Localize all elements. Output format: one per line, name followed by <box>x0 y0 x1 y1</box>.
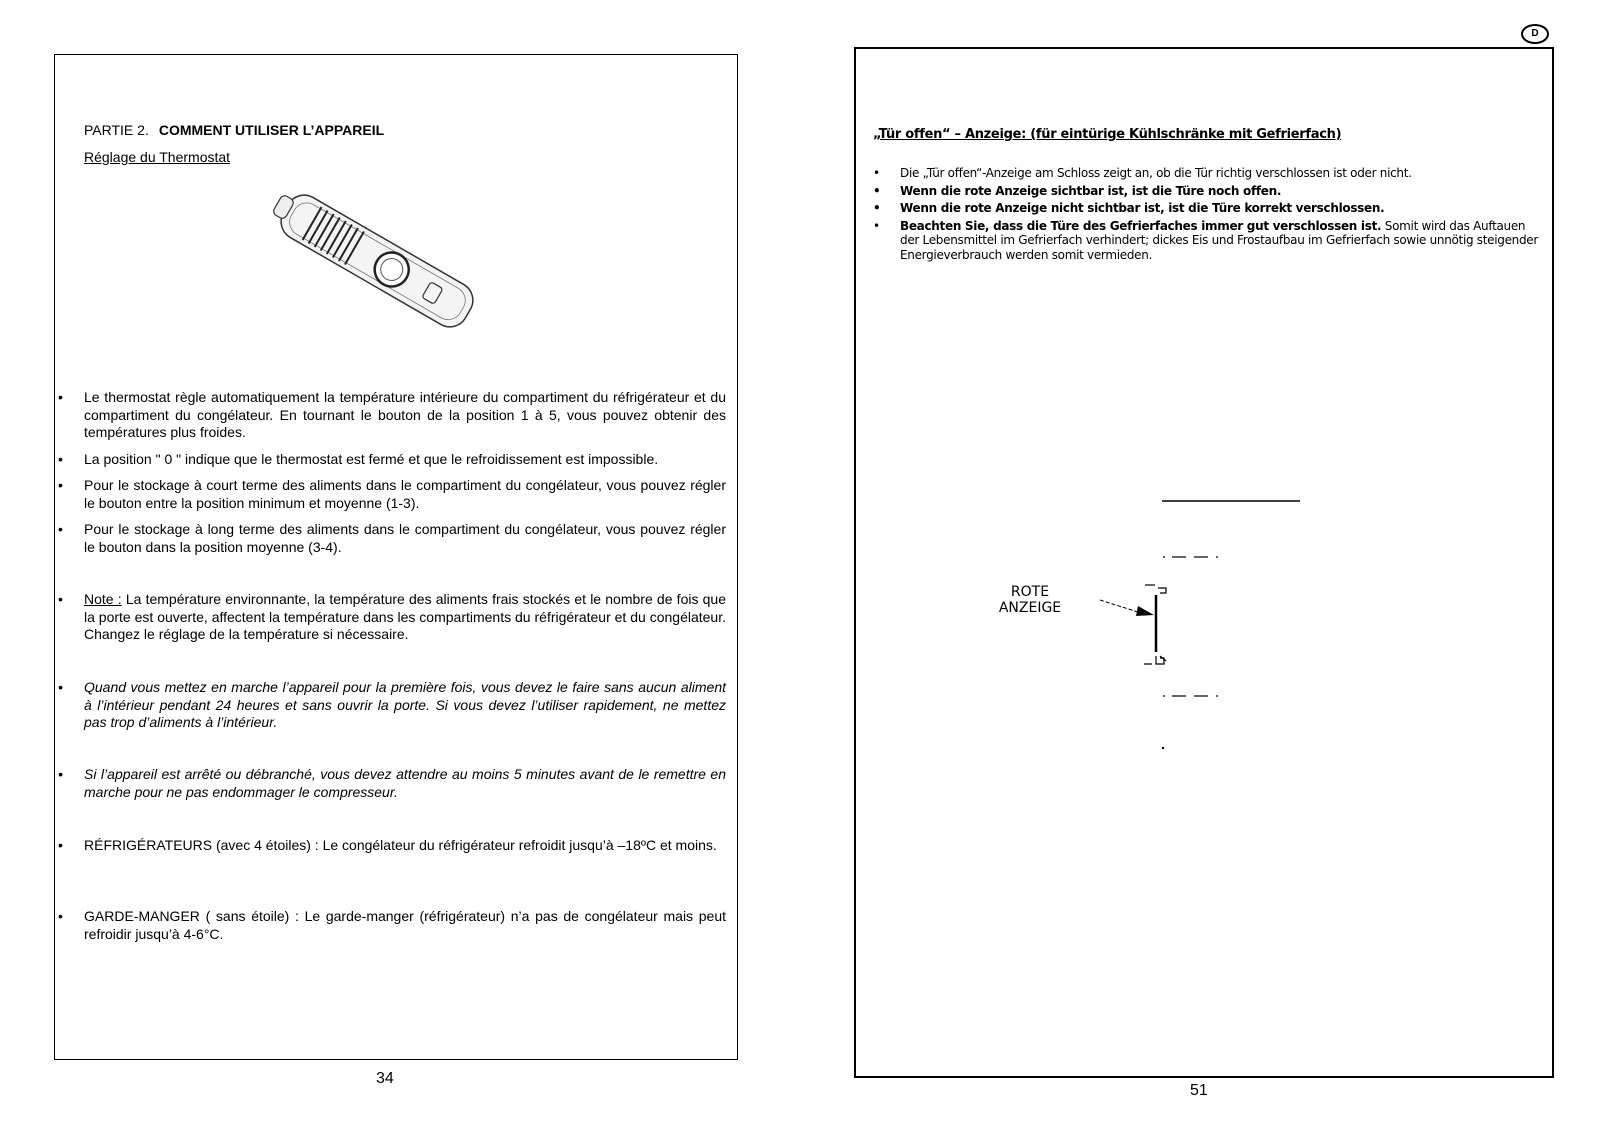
page-number-right: 51 <box>1190 1082 1208 1099</box>
door-open-list <box>900 166 1540 265</box>
note-text: La température environnante, la température des aliments frais stockés et le nombre de fois que la porte est ouverte, affectent la température dans les compartiments du réfrigérateur et du congélateur. Changez le réglage de la température si nécessaire. <box>84 591 726 643</box>
bullet-thermostat-auto: • Le thermostat règle automatiquement la température intérieure du compartiment du réfrigérateur et du compartiment du congélateur. En tournant le bouton de la position 1 à 5, vous pouvez obtenir des températures plus froides. <box>84 389 726 442</box>
note-label: Note : <box>84 591 122 607</box>
bullet-note <box>84 591 726 644</box>
thermostat-illustration <box>262 186 492 336</box>
bullet-long-term: • Pour le stockage à long terme des aliments dans le compartiment du congélateur, vous pouvez régler le bouton dans la position moyenne (3-4). <box>84 521 726 556</box>
list-item: • Die „Tür offen“-Anzeige am Schloss zeigt an, ob die Tür richtig verschlossen ist oder nicht. <box>900 166 1540 181</box>
label-line: ANZEIGE <box>998 600 1062 616</box>
item4-bold-text: Beachten Sie, dass die Türe des Gefrierfaches immer gut verschlossen ist. <box>900 218 1382 233</box>
language-badge: D <box>1521 24 1549 44</box>
bullet-refrigerators: • RÉFRIGÉRATEURS (avec 4 étoiles) : Le congélateur du réfrigérateur refroidit jusqu’à –18ºC et moins. <box>84 837 726 855</box>
bullet-first-start: • Quand vous mettez en marche l’appareil pour la première fois, vous devez le faire sans aucun aliment à l’intérieur pendant 24 heures et sans ouvrir la porte. Si vous devez l’utiliser rapidement, ne mettez pas trop d’aliments à l’intérieur. <box>84 679 726 732</box>
door-indicator-diagram <box>980 490 1300 770</box>
subheading-thermostat: Réglage du Thermostat <box>84 149 231 165</box>
list-item: • Wenn die rote Anzeige nicht sichtbar ist, ist die Türe korrekt verschlossen. <box>900 201 1540 216</box>
bullet-position-zero: • La position " 0 " indique que le thermostat est fermé et que le refroidissement est impossible. <box>84 451 726 469</box>
label-line: ROTE <box>1010 584 1050 600</box>
list-item <box>900 219 1540 263</box>
bullet-short-term: • Pour le stockage à court terme des aliments dans le compartiment du congélateur, vous pouvez régler le bouton entre la position minimum et moyenne (1-3). <box>84 477 726 512</box>
door-open-title: „Tür offen“ – Anzeige: (für eintürige Kühlschränke mit Gefrierfach) <box>873 127 1342 142</box>
page-number-left: 34 <box>376 1070 394 1087</box>
section-prefix: PARTIE 2. <box>84 122 149 138</box>
section-heading <box>84 122 384 138</box>
bullet-pantry: • GARDE-MANGER ( sans étoile) : Le garde-manger (réfrigérateur) n’a pas de congélateur mais peut refroidir jusqu’à 4-6°C. <box>84 908 726 943</box>
item4-text: Somit wird das Auftauen der Lebensmittel im Gefrierfach verhindert; dickes Eis und Frostaufbau im Gefrierfach sowie unnötig steigender Energieverbrauch werden somit vermieden. <box>900 218 1539 262</box>
bullet-restart-wait: • Si l’appareil est arrêté ou débranché, vous devez attendre au moins 5 minutes avant de le remettre en marche pour ne pas endommager le compresseur. <box>84 766 726 801</box>
list-item: • Wenn die rote Anzeige sichtbar ist, ist die Türe noch offen. <box>900 184 1540 199</box>
section-title: COMMENT UTILISER L’APPAREIL <box>158 122 385 138</box>
red-indicator-label <box>985 584 1075 616</box>
